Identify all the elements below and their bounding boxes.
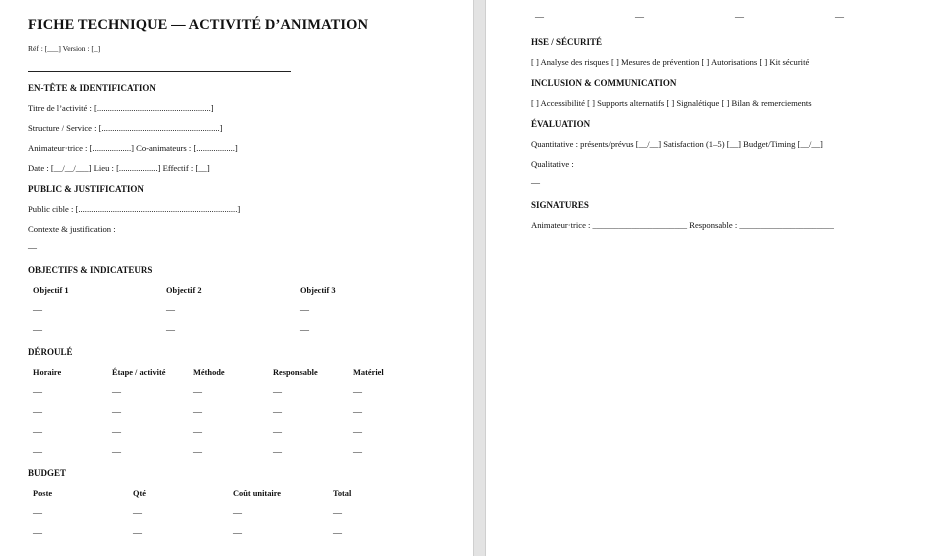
signatures-line: Animateur·trice : ______________________ Responsable : ______________________	[531, 220, 834, 230]
table-cell: —	[353, 427, 362, 437]
section-header-inclusion: INCLUSION & COMMUNICATION	[531, 78, 677, 88]
field-structure-service: Structure / Service : [.......................................................]	[28, 123, 223, 133]
table-header-qte: Qté	[133, 489, 147, 498]
table-header-objectif-3: Objectif 3	[300, 286, 336, 295]
table-header-total: Total	[333, 489, 352, 498]
table-header-responsable: Responsable	[273, 368, 318, 377]
table-cell: —	[333, 528, 342, 538]
evaluation-qualitative: Qualitative :	[531, 159, 574, 169]
table-header-cout-unitaire: Coût unitaire	[233, 489, 282, 498]
document-page-2	[486, 0, 930, 556]
document-title: FICHE TECHNIQUE — ACTIVITÉ D’ANIMATION	[28, 17, 369, 33]
reference-version-line: Réf : [___] Version : [_]	[28, 44, 101, 53]
table-cell: —	[835, 12, 844, 22]
table-cell: —	[166, 305, 175, 315]
table-cell: —	[535, 12, 544, 22]
section-header-evaluation: ÉVALUATION	[531, 119, 591, 129]
contexte-placeholder-dash: —	[28, 243, 37, 253]
table-cell: —	[635, 12, 644, 22]
hse-checklist: [ ] Analyse des risques [ ] Mesures de prévention [ ] Autorisations [ ] Kit sécurité	[531, 57, 810, 67]
field-contexte-justification: Contexte & justification :	[28, 224, 116, 234]
table-cell: —	[193, 427, 202, 437]
inclusion-checklist: [ ] Accessibilité [ ] Supports alternatifs [ ] Signalétique [ ] Bilan & remerciements	[531, 98, 812, 108]
table-cell: —	[193, 387, 202, 397]
section-header-public: PUBLIC & JUSTIFICATION	[28, 184, 144, 194]
table-cell: —	[33, 305, 42, 315]
field-date-lieu-effectif: Date : [__/__/___] Lieu : [..................] Effectif : [__]	[28, 163, 210, 173]
field-animateurs: Animateur·trice : [..................] Co-animateurs : [..................]	[28, 143, 238, 153]
table-cell: —	[33, 325, 42, 335]
table-cell: —	[735, 12, 744, 22]
section-header-entete: EN-TÊTE & IDENTIFICATION	[28, 83, 156, 93]
table-cell: —	[33, 427, 42, 437]
table-header-objectif-1: Objectif 1	[33, 286, 69, 295]
table-cell: —	[273, 447, 282, 457]
table-cell: —	[233, 508, 242, 518]
field-public-cible: Public cible : [..........................................................................]	[28, 204, 241, 214]
table-cell: —	[353, 387, 362, 397]
page-gap	[473, 0, 486, 556]
table-header-horaire: Horaire	[33, 368, 62, 377]
evaluation-quantitative: Quantitative : présents/prévus [__/__] Satisfaction (1–5) [__] Budget/Timing [__/__]	[531, 139, 823, 149]
table-cell: —	[273, 387, 282, 397]
table-header-materiel: Matériel	[353, 368, 384, 377]
table-cell: —	[112, 427, 121, 437]
table-cell: —	[233, 528, 242, 538]
table-cell: —	[112, 407, 121, 417]
table-cell: —	[300, 325, 309, 335]
table-cell: —	[112, 447, 121, 457]
table-cell: —	[33, 508, 42, 518]
section-header-hse: HSE / SÉCURITÉ	[531, 37, 603, 47]
table-cell: —	[33, 528, 42, 538]
table-header-etape: Étape / activité	[112, 368, 166, 377]
table-cell: —	[33, 387, 42, 397]
table-cell: —	[112, 387, 121, 397]
section-header-objectifs: OBJECTIFS & INDICATEURS	[28, 265, 153, 275]
table-cell: —	[353, 447, 362, 457]
table-cell: —	[333, 508, 342, 518]
table-cell: —	[133, 508, 142, 518]
table-header-methode: Méthode	[193, 368, 225, 377]
table-cell: —	[33, 447, 42, 457]
table-cell: —	[166, 325, 175, 335]
table-header-objectif-2: Objectif 2	[166, 286, 202, 295]
table-cell: —	[133, 528, 142, 538]
section-header-budget: BUDGET	[28, 468, 67, 478]
table-header-poste: Poste	[33, 489, 53, 498]
table-cell: —	[273, 427, 282, 437]
table-cell: —	[193, 447, 202, 457]
section-header-signatures: SIGNATURES	[531, 200, 589, 210]
table-cell: —	[273, 407, 282, 417]
title-separator-line	[28, 71, 291, 72]
table-cell: —	[353, 407, 362, 417]
table-cell: —	[300, 305, 309, 315]
qualitative-placeholder-dash: —	[531, 178, 540, 188]
table-cell: —	[193, 407, 202, 417]
section-header-deroule: DÉROULÉ	[28, 347, 73, 357]
field-titre-activite: Titre de l’activité : [.....................................................]	[28, 103, 214, 113]
table-cell: —	[33, 407, 42, 417]
